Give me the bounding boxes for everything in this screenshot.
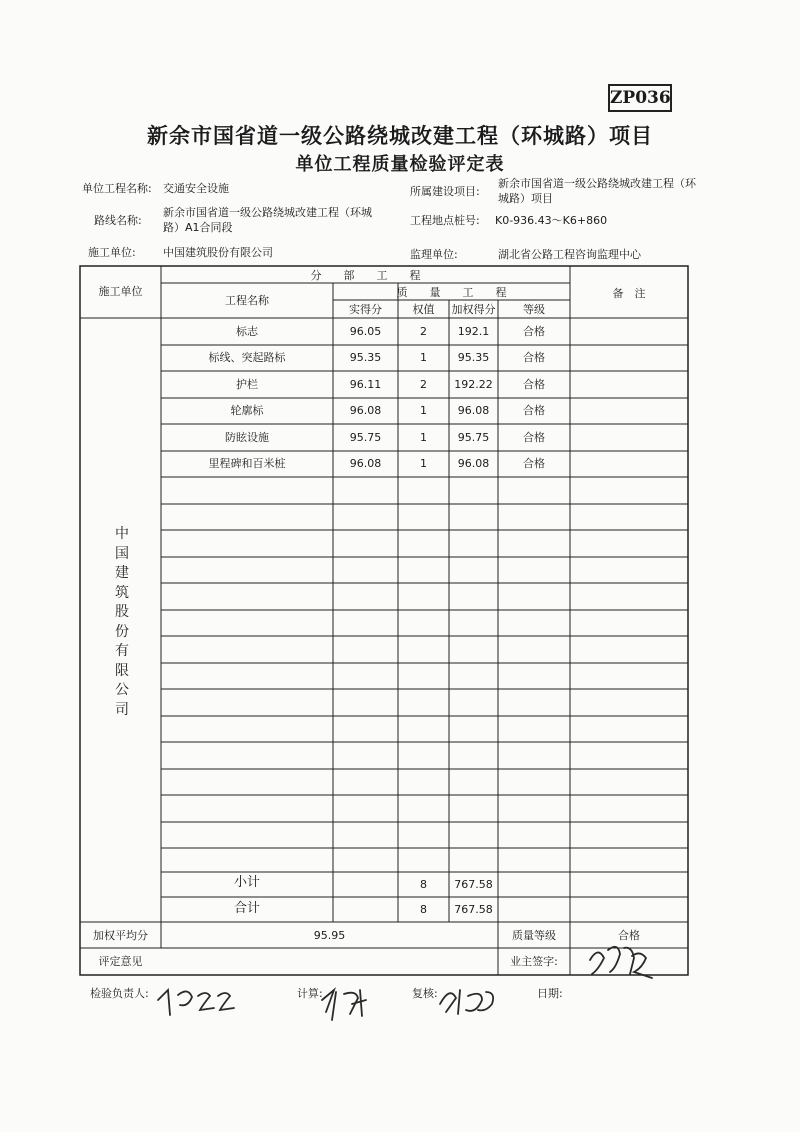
subtotal-weighted: 767.58 bbox=[454, 878, 493, 891]
row-name: 标志 bbox=[236, 325, 258, 338]
row-score: 96.11 bbox=[349, 378, 382, 391]
inspector-label: 检验负责人: bbox=[90, 987, 149, 1000]
owner-signature bbox=[590, 947, 652, 978]
row-name: 轮廓标 bbox=[230, 404, 264, 417]
contractor-vertical: 中国建筑股份有限公司 bbox=[115, 526, 129, 718]
row-grade: 合格 bbox=[523, 431, 545, 444]
header-grade: 等级 bbox=[523, 303, 545, 316]
quality-grade-value: 合格 bbox=[618, 929, 640, 942]
page-title: 新余市国省道一级公路绕城改建工程（环城路）项目 bbox=[147, 124, 653, 148]
row-name: 里程碑和百米桩 bbox=[208, 457, 286, 470]
road-label: 路线名称: bbox=[94, 214, 142, 227]
row-score: 95.35 bbox=[349, 351, 382, 364]
header-name: 工程名称 bbox=[225, 294, 269, 307]
row-weighted: 96.08 bbox=[457, 457, 490, 470]
row-weight: 1 bbox=[420, 431, 427, 444]
row-grade: 合格 bbox=[523, 378, 545, 391]
page-subtitle: 单位工程质量检验评定表 bbox=[295, 154, 505, 175]
opinion-label: 评定意见 bbox=[98, 955, 143, 968]
row-weighted: 192.1 bbox=[457, 325, 490, 338]
row-grade: 合格 bbox=[523, 457, 545, 470]
row-weighted: 95.75 bbox=[457, 431, 490, 444]
row-weight: 1 bbox=[420, 404, 427, 417]
contractor-label: 施工单位: bbox=[88, 246, 136, 259]
contractor-value: 中国建筑股份有限公司 bbox=[163, 246, 273, 259]
row-weight: 1 bbox=[420, 457, 427, 470]
quality-grade-label: 质量等级 bbox=[512, 929, 556, 942]
inspector-signature bbox=[158, 990, 234, 1015]
owner-sign-label: 业主签字: bbox=[510, 955, 558, 968]
header-division: 分 部 工 程 bbox=[310, 269, 421, 282]
row-weight: 2 bbox=[420, 325, 427, 338]
parent-project-value: 新余市国省道一级公路绕城改建工程（环城路）项目 bbox=[498, 177, 696, 205]
road-value: 新余市国省道一级公路绕城改建工程（环城路）A1合同段 bbox=[163, 206, 372, 234]
stake-value: K0-936.43～K6+860 bbox=[495, 214, 608, 227]
supervisor-value: 湖北省公路工程咨询监理中心 bbox=[498, 248, 641, 261]
header-contractor: 施工单位 bbox=[98, 285, 143, 298]
row-score: 96.08 bbox=[349, 404, 382, 417]
row-name: 标线、突起路标 bbox=[208, 351, 286, 364]
review-signature bbox=[440, 990, 493, 1014]
row-grade: 合格 bbox=[523, 404, 545, 417]
header-quality: 质 量 工 程 bbox=[396, 286, 507, 299]
row-score: 95.75 bbox=[349, 431, 382, 444]
date-label: 日期: bbox=[537, 987, 563, 1000]
header-weight: 权值 bbox=[412, 303, 435, 316]
subtotal-weight: 8 bbox=[420, 878, 427, 891]
total-weighted: 767.58 bbox=[454, 903, 493, 916]
subtotal-label: 小计 bbox=[233, 875, 260, 890]
header-score: 实得分 bbox=[349, 303, 382, 316]
avg-value: 95.95 bbox=[313, 929, 346, 942]
header-weighted: 加权得分 bbox=[451, 303, 496, 316]
unit-project-label: 单位工程名称: bbox=[82, 182, 152, 195]
row-weighted: 192.22 bbox=[454, 378, 493, 391]
row-name: 防眩设施 bbox=[225, 431, 269, 444]
form-code: ZP036 bbox=[608, 84, 672, 112]
row-weighted: 95.35 bbox=[457, 351, 490, 364]
total-label: 合计 bbox=[233, 901, 260, 916]
avg-label: 加权平均分 bbox=[93, 929, 148, 942]
total-weight: 8 bbox=[420, 903, 427, 916]
row-name: 护栏 bbox=[236, 378, 258, 391]
parent-project-label: 所属建设项目: bbox=[410, 185, 480, 198]
supervisor-label: 监理单位: bbox=[410, 248, 458, 261]
review-label: 复核: bbox=[412, 987, 438, 1000]
row-weight: 1 bbox=[420, 351, 427, 364]
row-weight: 2 bbox=[420, 378, 427, 391]
row-grade: 合格 bbox=[523, 351, 545, 364]
calc-label: 计算: bbox=[297, 987, 323, 1000]
unit-project-value: 交通安全设施 bbox=[163, 182, 229, 195]
row-score: 96.08 bbox=[349, 457, 382, 470]
stake-label: 工程地点桩号: bbox=[410, 214, 480, 227]
row-score: 96.05 bbox=[349, 325, 382, 338]
calc-signature bbox=[322, 990, 366, 1020]
header-remark: 备 注 bbox=[612, 287, 646, 300]
row-grade: 合格 bbox=[523, 325, 545, 338]
row-weighted: 96.08 bbox=[457, 404, 490, 417]
